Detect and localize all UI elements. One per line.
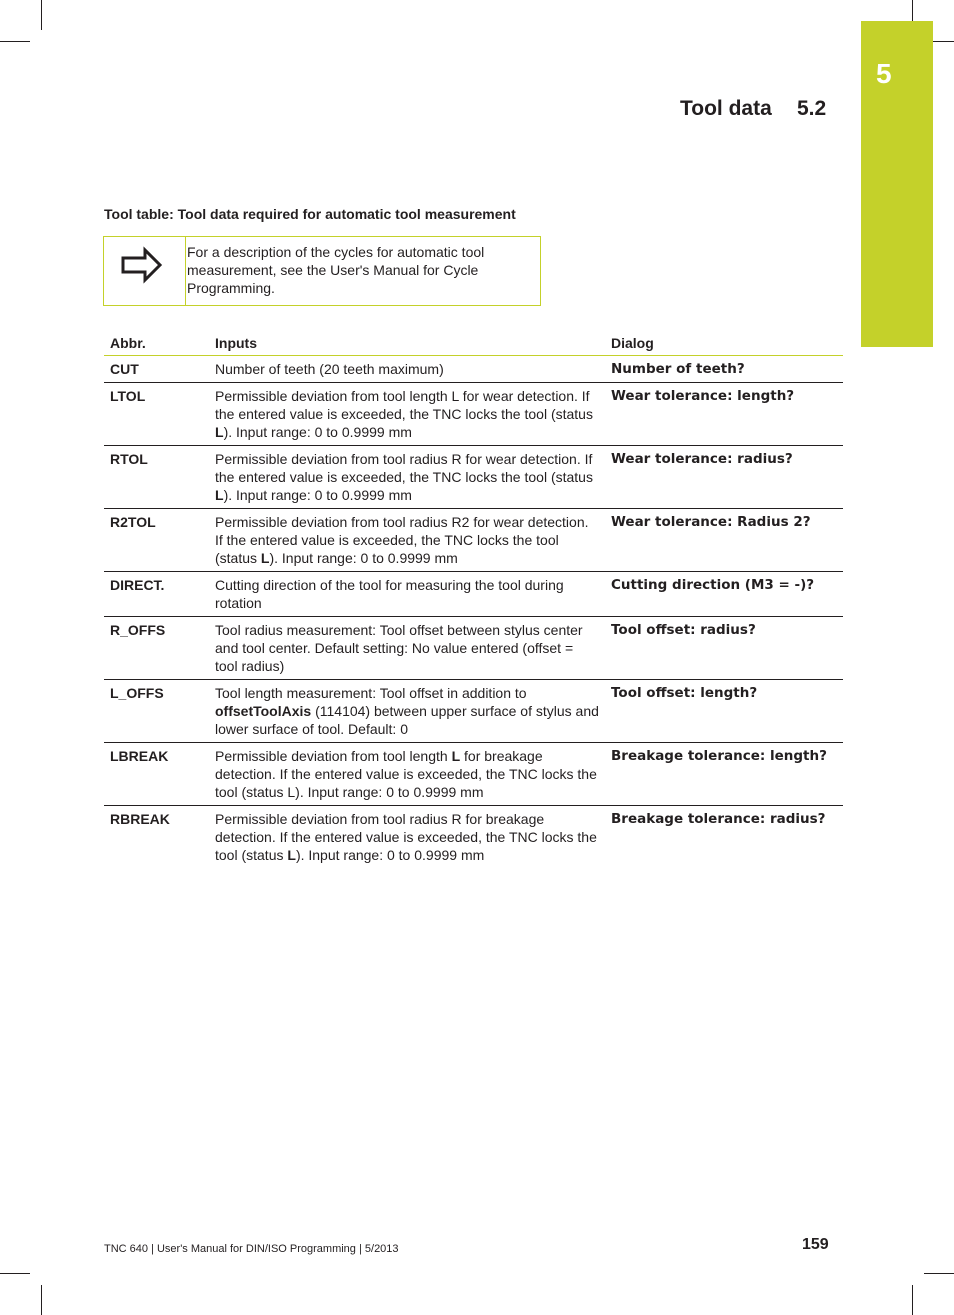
chapter-number: 5 (876, 58, 892, 89)
note-divider (185, 236, 186, 306)
row-inputs (209, 617, 605, 680)
row-inputs (209, 446, 605, 509)
table-row (104, 617, 843, 680)
chapter-tab (861, 21, 933, 347)
inputs-text-cont: ). Input range: 0 to 0.9999 mm (269, 550, 458, 566)
row-dialog: Tool offset: length? (605, 680, 843, 743)
inputs-emphasis: L (215, 487, 224, 503)
crop-mark (41, 1285, 42, 1315)
row-dialog: Wear tolerance: length? (605, 383, 843, 446)
row-abbr: DIRECT. (104, 572, 209, 617)
row-abbr: CUT (104, 356, 209, 383)
inputs-text: Permissible deviation from tool length (215, 748, 452, 764)
footer-text: TNC 640 | User's Manual for DIN/ISO Programming | 5/2013 (104, 1243, 399, 1255)
inputs-text: Number of teeth (20 teeth maximum) (215, 361, 444, 377)
table-row (104, 509, 843, 572)
row-inputs (209, 680, 605, 743)
table-header-row (104, 330, 843, 356)
row-abbr: RBREAK (110, 811, 170, 827)
inputs-text-cont: for breakage detection. If the entered value is exceeded, the TNC locks the tool (status L). Input range: 0 to 0.9999 mm (215, 748, 597, 800)
table-row (104, 383, 843, 446)
row-inputs (209, 383, 605, 446)
inputs-emphasis: offsetToolAxis (215, 703, 312, 719)
inputs-text: Cutting direction of the tool for measuring the tool during rotation (215, 577, 564, 611)
crop-mark (924, 1273, 954, 1274)
row-inputs (209, 356, 605, 383)
tool-data-table (104, 330, 843, 868)
row-dialog: Breakage tolerance: length? (605, 743, 843, 806)
crop-mark (0, 1273, 30, 1274)
row-abbr: LBREAK (104, 743, 209, 806)
table-row (104, 806, 843, 869)
inputs-text-cont: ). Input range: 0 to 0.9999 mm (223, 487, 412, 503)
inputs-text: Permissible deviation from tool radius R for breakage detection. If the entered value is exceeded, the TNC locks the tool (status (215, 811, 597, 863)
row-abbr: R_OFFS (104, 617, 209, 680)
running-header-title: Tool data (680, 97, 772, 120)
column-header-dialog: Dialog (605, 330, 843, 356)
inputs-emphasis: L (287, 847, 296, 863)
inputs-text: Tool length measurement: Tool offset in addition to (215, 685, 527, 701)
row-abbr: L_OFFS (104, 680, 209, 743)
row-dialog: Tool offset: radius? (605, 617, 843, 680)
inputs-text: Permissible deviation from tool length L for wear detection. If the entered value is exceeded, the TNC locks the tool (status (215, 388, 593, 422)
crop-mark (41, 0, 42, 30)
page-number: 159 (802, 1236, 829, 1253)
row-dialog: Cutting direction (M3 = -)? (605, 572, 843, 617)
arrow-right-icon (120, 246, 164, 284)
row-inputs (209, 806, 605, 869)
note-box (103, 236, 541, 306)
crop-mark (0, 41, 30, 42)
inputs-text: Permissible deviation from tool radius R for wear detection. If the entered value is exceeded, the TNC locks the tool (status (215, 451, 593, 485)
row-inputs (209, 509, 605, 572)
row-dialog: Number of teeth? (605, 356, 843, 383)
inputs-text: Permissible deviation from tool radius R2 for wear detection. If the entered value is exceeded, the TNC locks the tool (status (215, 514, 589, 566)
table-row (104, 446, 843, 509)
table-row (104, 572, 843, 617)
row-dialog: Breakage tolerance: radius? (611, 811, 826, 827)
inputs-emphasis: L (215, 424, 224, 440)
row-dialog: Wear tolerance: Radius 2? (605, 509, 843, 572)
row-inputs (209, 743, 605, 806)
table-body (104, 356, 843, 869)
section-heading: Tool table: Tool data required for automatic tool measurement (104, 206, 516, 222)
inputs-text-cont: ). Input range: 0 to 0.9999 mm (223, 424, 412, 440)
column-header-inputs: Inputs (209, 330, 605, 356)
row-dialog: Wear tolerance: radius? (605, 446, 843, 509)
inputs-emphasis: L (451, 748, 461, 764)
inputs-text-cont: (114104) between upper surface of stylus and lower surface of tool. Default: 0 (215, 703, 599, 737)
table-row (104, 356, 843, 383)
table-row (104, 680, 843, 743)
crop-mark (912, 1285, 913, 1315)
table-row (104, 743, 843, 806)
inputs-text: Tool radius measurement: Tool offset between stylus center and tool center. Default setting: No value entered (offset = tool radius) (215, 622, 583, 674)
row-inputs (209, 572, 605, 617)
row-abbr: R2TOL (104, 509, 209, 572)
note-text: For a description of the cycles for automatic tool measurement, see the User's Manual for Cycle Programming. (187, 244, 485, 296)
row-abbr: LTOL (104, 383, 209, 446)
row-abbr: RTOL (104, 446, 209, 509)
running-header-section: 5.2 (797, 97, 827, 120)
inputs-emphasis: L (260, 550, 270, 566)
inputs-text-cont: ). Input range: 0 to 0.9999 mm (295, 847, 485, 863)
column-header-abbr: Abbr. (104, 330, 209, 356)
